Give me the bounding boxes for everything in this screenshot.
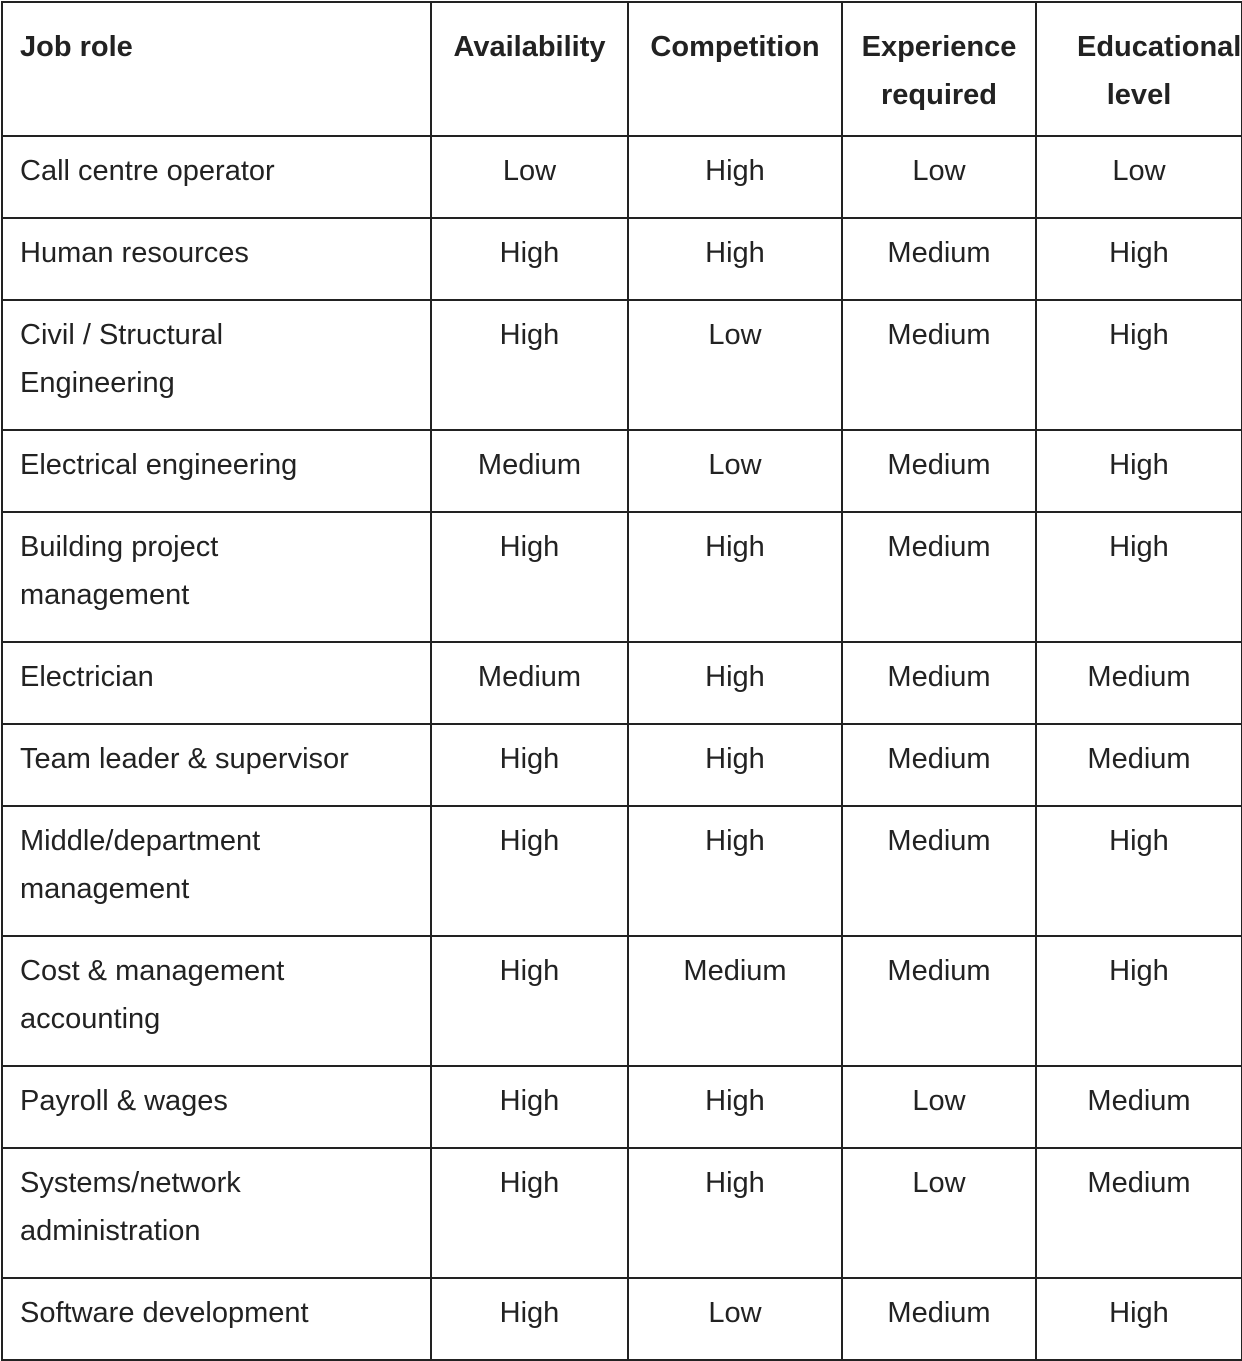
cell-availability: High xyxy=(431,1148,628,1278)
cell-competition: Low xyxy=(628,430,842,512)
cell-competition: High xyxy=(628,136,842,218)
cell-competition: High xyxy=(628,1066,842,1148)
cell-job-role: Team leader & supervisor xyxy=(2,724,431,806)
cell-availability: Medium xyxy=(431,430,628,512)
table-row xyxy=(2,512,1242,642)
table-row xyxy=(2,1278,1242,1360)
table-row xyxy=(2,136,1242,218)
cell-availability: High xyxy=(431,806,628,936)
cell-competition: High xyxy=(628,512,842,642)
cell-experience-required: Medium xyxy=(842,300,1036,430)
cell-competition: Low xyxy=(628,1278,842,1360)
cell-competition: Low xyxy=(628,300,842,430)
cell-educational-level: High xyxy=(1036,806,1242,936)
cell-job-role: Systems/network administration xyxy=(2,1148,431,1278)
cell-educational-level: High xyxy=(1036,512,1242,642)
cell-availability: High xyxy=(431,512,628,642)
cell-educational-level: Medium xyxy=(1036,1148,1242,1278)
cell-experience-required: Medium xyxy=(842,1278,1036,1360)
cell-educational-level: High xyxy=(1036,218,1242,300)
cell-educational-level: High xyxy=(1036,1278,1242,1360)
table-row xyxy=(2,430,1242,512)
cell-job-role: Civil / Structural Engineering xyxy=(2,300,431,430)
cell-educational-level: Medium xyxy=(1036,724,1242,806)
header-experience-required: Experience required xyxy=(842,2,1036,136)
cell-availability: High xyxy=(431,1278,628,1360)
cell-competition: High xyxy=(628,218,842,300)
header-availability: Availability xyxy=(431,2,628,136)
cell-job-role: Call centre operator xyxy=(2,136,431,218)
cell-educational-level: High xyxy=(1036,430,1242,512)
cell-job-role: Cost & management accounting xyxy=(2,936,431,1066)
cell-job-role: Middle/department management xyxy=(2,806,431,936)
cell-availability: Medium xyxy=(431,642,628,724)
table-row xyxy=(2,218,1242,300)
table-row xyxy=(2,936,1242,1066)
header-competition: Competition xyxy=(628,2,842,136)
cell-experience-required: Medium xyxy=(842,430,1036,512)
job-roles-table xyxy=(1,1,1242,1361)
cell-job-role: Payroll & wages xyxy=(2,1066,431,1148)
cell-experience-required: Medium xyxy=(842,806,1036,936)
cell-educational-level: High xyxy=(1036,300,1242,430)
cell-competition: High xyxy=(628,1148,842,1278)
table-row xyxy=(2,806,1242,936)
table-row xyxy=(2,300,1242,430)
cell-experience-required: Medium xyxy=(842,936,1036,1066)
header-educational-level: Educational level xyxy=(1036,2,1242,136)
cell-competition: Medium xyxy=(628,936,842,1066)
cell-experience-required: Low xyxy=(842,1148,1036,1278)
table-row xyxy=(2,1066,1242,1148)
cell-experience-required: Low xyxy=(842,1066,1036,1148)
cell-availability: High xyxy=(431,936,628,1066)
cell-competition: High xyxy=(628,642,842,724)
cell-job-role: Software development xyxy=(2,1278,431,1360)
cell-experience-required: Medium xyxy=(842,724,1036,806)
cell-job-role: Electrical engineering xyxy=(2,430,431,512)
cell-educational-level: Medium xyxy=(1036,642,1242,724)
cell-job-role: Human resources xyxy=(2,218,431,300)
cell-availability: High xyxy=(431,300,628,430)
header-job-role: Job role xyxy=(2,2,431,136)
cell-competition: High xyxy=(628,806,842,936)
cell-job-role: Building project management xyxy=(2,512,431,642)
cell-availability: Low xyxy=(431,136,628,218)
cell-availability: High xyxy=(431,724,628,806)
cell-experience-required: Low xyxy=(842,136,1036,218)
cell-experience-required: Medium xyxy=(842,642,1036,724)
cell-educational-level: Low xyxy=(1036,136,1242,218)
cell-educational-level: High xyxy=(1036,936,1242,1066)
cell-availability: High xyxy=(431,218,628,300)
header-row xyxy=(2,2,1242,136)
cell-experience-required: Medium xyxy=(842,218,1036,300)
table-row xyxy=(2,642,1242,724)
cell-competition: High xyxy=(628,724,842,806)
cell-educational-level: Medium xyxy=(1036,1066,1242,1148)
table-row xyxy=(2,724,1242,806)
cell-experience-required: Medium xyxy=(842,512,1036,642)
table-row xyxy=(2,1148,1242,1278)
cell-availability: High xyxy=(431,1066,628,1148)
cell-job-role: Electrician xyxy=(2,642,431,724)
